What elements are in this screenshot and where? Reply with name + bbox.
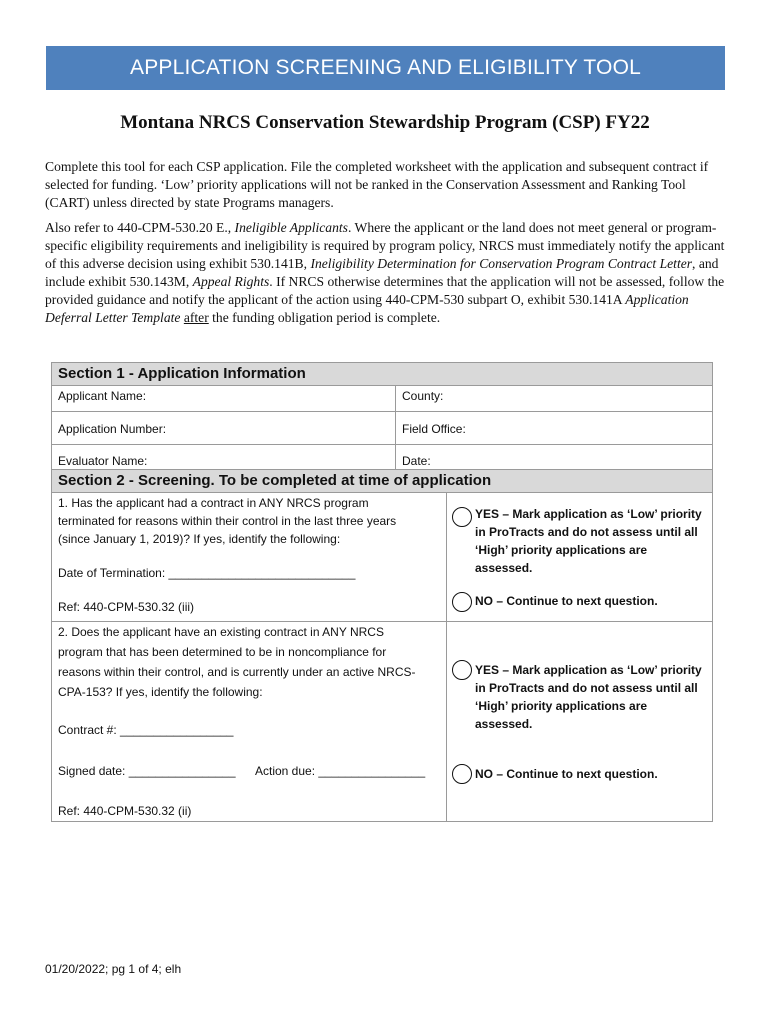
intro-paragraph-2: Also refer to 440-CPM-530.20 E., Ineligible Applicants. Where the applicant or the land does not meet general or program-specific eligibility requirements and ineligibility is required by program policy, NRCS must immediately notify the applicant of this adverse decision using exhibit 530.141B, Ineligibility Determination for Conservation Program Contract Letter, and include exhibit 530.143M, Appeal Rights. If NRCS otherwise determines that the application will not be assessed, follow the provided guidance and notify the applicant of the action using 440-CPM-530 subpart O, exhibit 530.141A Application Deferral Letter Template after the funding obligation period is complete. bbox=[45, 220, 725, 325]
signed-date-line[interactable]: Signed date: ________________ bbox=[58, 764, 236, 778]
section1-header: Section 1 - Application Information bbox=[51, 362, 713, 386]
field-office-field[interactable]: Field Office: bbox=[395, 411, 713, 445]
question1-ref: Ref: 440-CPM-530.32 (iii) bbox=[58, 600, 195, 614]
question1-no-label: NO – Continue to next question. bbox=[475, 594, 658, 608]
question2-ref: Ref: 440-CPM-530.32 (ii) bbox=[58, 804, 192, 818]
section2-header: Section 2 - Screening. To be completed at time of application bbox=[51, 469, 713, 493]
application-number-field[interactable]: Application Number: bbox=[51, 411, 396, 445]
county-field[interactable]: County: bbox=[395, 385, 713, 412]
question2-no-label: NO – Continue to next question. bbox=[475, 767, 658, 781]
question2-no-radio[interactable] bbox=[452, 764, 472, 784]
question2-text: 2. Does the applicant have an existing contract in ANY NRCS program that has been determined to be in noncompliance for reasons within their control, and is currently under an active NRCS- CPA-153? If yes, identify the following: bbox=[58, 625, 416, 699]
termination-date-line[interactable]: Date of Termination: ____________________________ bbox=[58, 566, 356, 580]
document-banner bbox=[46, 46, 725, 90]
intro-paragraph-1: Complete this tool for each CSP application. File the completed worksheet with the application and subsequent contract if selected for funding. ‘Low’ priority applications will not be ranked in the Conservation Assessment and Ranking Tool (CART) unless directed by state Programs managers. bbox=[45, 159, 709, 210]
question1-text: 1. Has the applicant had a contract in ANY NRCS program terminated for reasons within their control in the last three years (since January 1, 2019)? If yes, identify the following: bbox=[58, 496, 397, 546]
date-field[interactable]: Date: bbox=[395, 444, 713, 470]
action-due-line[interactable]: Action due: ________________ bbox=[255, 764, 426, 778]
applicant-name-field[interactable]: Applicant Name: bbox=[51, 385, 396, 412]
page-footer: 01/20/2022; pg 1 of 4; elh bbox=[45, 962, 182, 976]
document-subtitle: Montana NRCS Conservation Stewardship Program (CSP) FY22 bbox=[120, 112, 650, 133]
evaluator-name-field[interactable]: Evaluator Name: bbox=[51, 444, 396, 470]
question2-yes-radio[interactable] bbox=[452, 660, 472, 680]
contract-number-line[interactable]: Contract #: _________________ bbox=[58, 723, 234, 737]
banner-title: APPLICATION SCREENING AND ELIGIBILITY TOOL bbox=[130, 56, 641, 79]
question1-yes-radio[interactable] bbox=[452, 507, 472, 527]
question1-no-radio[interactable] bbox=[452, 592, 472, 612]
question1-yes-label: YES – Mark application as ‘Low’ priority in ProTracts and do not assess until all ‘High’ priority applications are assessed. bbox=[475, 507, 702, 575]
question2-yes-label: YES – Mark application as ‘Low’ priority in ProTracts and do not assess until all ‘High’ priority applications are assessed. bbox=[475, 663, 702, 731]
